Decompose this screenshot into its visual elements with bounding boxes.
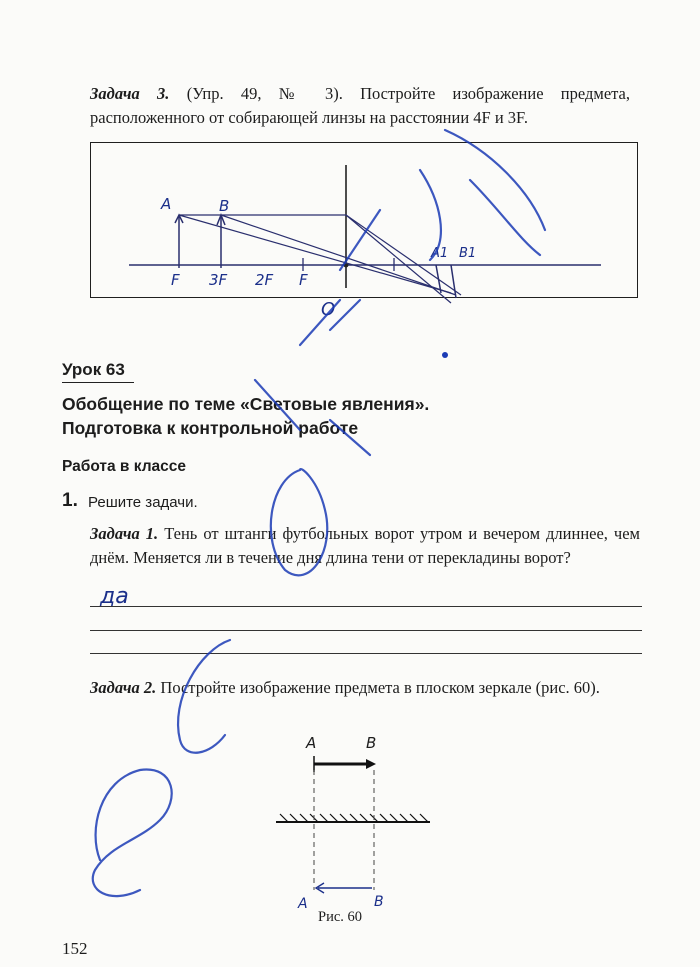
- lens-diagram-box: [90, 142, 638, 320]
- label-b-print: B: [366, 734, 377, 752]
- label-a-hand: A: [298, 896, 308, 912]
- task-1-label: Задача 1.: [90, 524, 159, 543]
- label-b: B: [219, 197, 230, 215]
- exercise-number: 1.: [62, 490, 78, 511]
- label-f-right: F: [299, 271, 308, 289]
- label-a-print: A: [306, 734, 317, 752]
- label-f-left: F: [171, 271, 180, 289]
- lesson-title-line-1: Обобщение по теме «Световые явления».: [62, 394, 430, 414]
- label-b-hand: B: [374, 894, 384, 910]
- task-1-body: Тень от штанги футбольных ворот утром и вечером длиннее, чем днём. Меняется ли в течение дня длина тени от перекладины ворот?: [90, 524, 640, 567]
- scribble-e: [93, 770, 172, 897]
- page-number: 152: [62, 939, 88, 958]
- label-3f: 3F: [209, 271, 228, 289]
- lesson-title-line-2: Подготовка к контрольной работе: [62, 418, 359, 438]
- task-3-label: Задача 3.: [90, 84, 170, 103]
- task-1-text: [90, 522, 640, 570]
- section-heading: Работа в классе: [62, 458, 187, 475]
- task-3-text: [90, 82, 630, 130]
- scribble-dot: [442, 352, 448, 358]
- answer-line-3: [90, 653, 642, 654]
- label-o: O: [321, 299, 336, 320]
- answer-line-1: [90, 606, 642, 607]
- answer-line-2: [90, 630, 642, 631]
- task-2-label: Задача 2.: [90, 678, 157, 697]
- label-b1: B1: [459, 246, 477, 261]
- task-1-answer: да: [100, 584, 129, 609]
- mirror-figure: [270, 730, 440, 910]
- task-2-text: [90, 676, 640, 700]
- exercise-instruction: Решите задачи.: [88, 494, 198, 511]
- figure-caption: Рис. 60: [318, 909, 363, 925]
- label-a: A: [161, 195, 172, 213]
- label-a1: A1: [431, 246, 449, 261]
- task-2-body: Постройте изображение предмета в плоском зеркале (рис. 60).: [160, 678, 600, 697]
- lesson-number: Урок 63: [62, 360, 134, 383]
- label-2f: 2F: [255, 271, 274, 289]
- task-3-body: (Упр. 49, № 3). Постройте изображение предмета, расположенного от собирающей линзы на расстоянии 4F и 3F.: [90, 84, 630, 127]
- lens-diagram: [91, 143, 637, 320]
